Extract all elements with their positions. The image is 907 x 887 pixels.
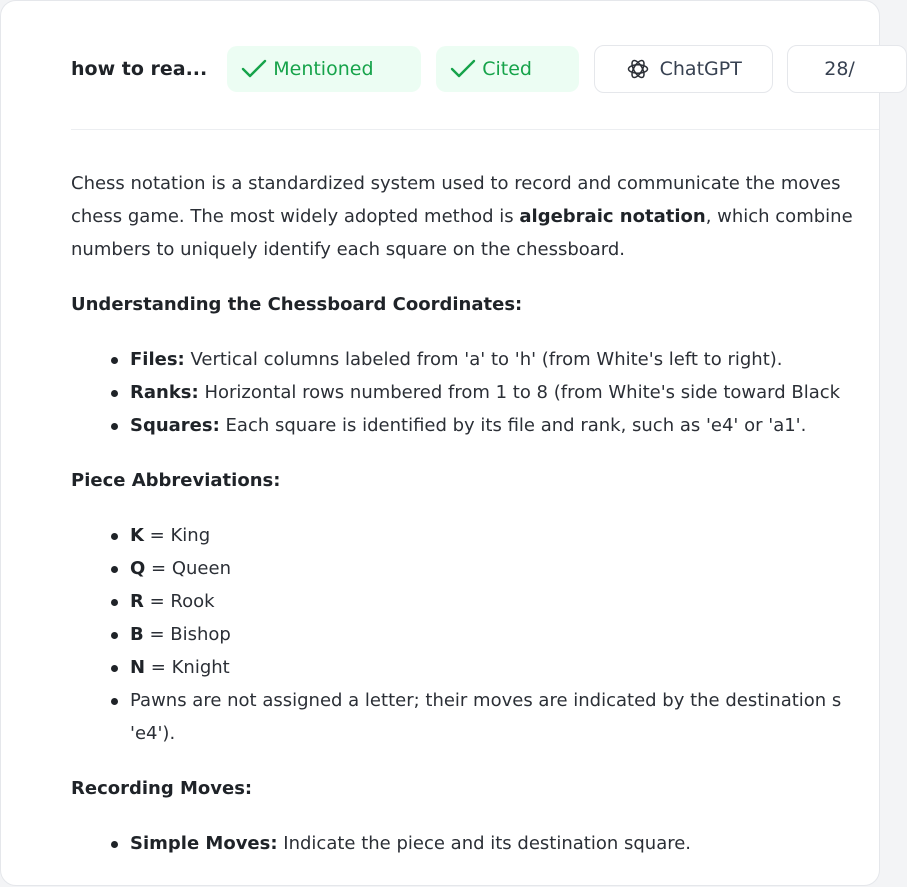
list-text: Each square is identified by its file and rank, such as 'e4' or 'a1'. (219, 415, 807, 436)
check-icon (241, 58, 267, 80)
intro-line-2 (71, 200, 891, 233)
coordinates-list (71, 343, 891, 442)
list-term: N (130, 657, 146, 678)
list-item (71, 651, 891, 684)
count-chip[interactable] (787, 45, 907, 93)
pieces-list (71, 519, 891, 750)
header-divider (71, 129, 879, 130)
intro-text: chess game. The most widely adopted method is (71, 206, 520, 227)
moves-heading: Recording Moves: (71, 778, 253, 799)
chatgpt-logo-icon (626, 57, 650, 81)
list-text: = Knight (145, 657, 230, 678)
list-term: B (130, 624, 144, 645)
response-header (71, 45, 907, 93)
model-label: ChatGPT (659, 58, 742, 80)
algebraic-notation-term: algebraic notation (519, 206, 706, 227)
intro-line-3: numbers to uniquely identify each square on the chessboard. (71, 239, 626, 260)
list-item (71, 552, 891, 585)
list-text: = Queen (145, 558, 231, 579)
query-title[interactable]: how to rea... (71, 58, 208, 80)
list-item (71, 585, 891, 618)
list-text: Indicate the piece and its destination square. (277, 833, 692, 854)
list-item (71, 519, 891, 552)
list-term: K (130, 525, 144, 546)
list-text: = Rook (143, 591, 215, 612)
pieces-heading: Piece Abbreviations: (71, 470, 281, 491)
list-text: = King (143, 525, 211, 546)
list-term: Ranks: (130, 382, 199, 403)
check-icon (450, 58, 476, 80)
list-item (71, 684, 891, 750)
list-term: Squares: (130, 415, 220, 436)
cited-label: Cited (482, 58, 532, 80)
list-item (71, 827, 891, 860)
list-term: Simple Moves: (130, 833, 278, 854)
mentioned-badge (227, 46, 421, 92)
list-item (71, 618, 891, 651)
list-term: Q (130, 558, 146, 579)
cited-badge (436, 46, 579, 92)
moves-list (71, 827, 891, 860)
list-item (71, 376, 891, 409)
mentioned-label: Mentioned (273, 58, 374, 80)
intro-line-1: Chess notation is a standardized system used to record and communicate the moves (71, 173, 841, 194)
response-body (71, 167, 891, 860)
list-term: R (130, 591, 144, 612)
list-item (71, 409, 891, 442)
list-item (71, 343, 891, 376)
coordinates-heading: Understanding the Chessboard Coordinates: (71, 294, 523, 315)
list-term: Files: (130, 349, 185, 370)
pawn-note-line-2: 'e4'). (130, 723, 176, 744)
pawn-note-line-1: Pawns are not assigned a letter; their moves are indicated by the destination s (130, 690, 842, 711)
intro-text: , which combine (705, 206, 853, 227)
list-text: = Bishop (143, 624, 231, 645)
model-chip[interactable] (594, 45, 773, 93)
count-label: 28/ (824, 58, 855, 80)
list-text: Vertical columns labeled from 'a' to 'h' (from White's left to right). (184, 349, 783, 370)
list-text: Horizontal rows numbered from 1 to 8 (from White's side toward Black (198, 382, 841, 403)
